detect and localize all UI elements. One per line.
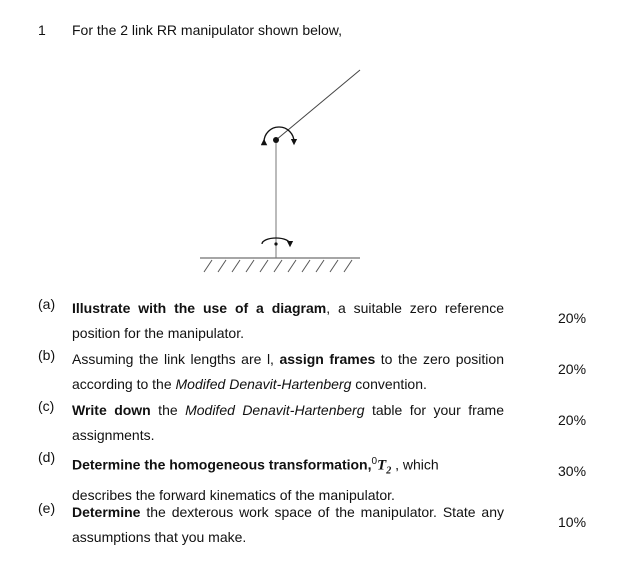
text-segment: the dexterous work space of the manipulator. State any assumptions that you make. [72, 504, 504, 545]
joint-2 [273, 137, 279, 143]
bold-text: Write down [72, 402, 151, 418]
bold-text: Determine [72, 504, 141, 520]
part-text [72, 347, 504, 397]
mark-allocation: 20% [558, 361, 587, 377]
part-label: (d) [38, 449, 56, 465]
text-segment: convention. [351, 376, 427, 392]
text-segment: to the zero position according to the [72, 351, 504, 392]
link-2 [276, 70, 360, 140]
part-label: (c) [38, 398, 55, 414]
bold-text: assign frames [279, 351, 376, 367]
question-heading: For the 2 link RR manipulator shown below, [72, 22, 343, 38]
part-label: (a) [38, 296, 56, 312]
text-segment: the [150, 402, 186, 418]
joint-1-pivot [274, 242, 277, 245]
text-segment: describes the forward kinematics of the manipulator. [72, 487, 395, 504]
text-segment: , which [391, 456, 439, 473]
part-text [72, 296, 504, 346]
italic-text: Modifed Denavit-Hartenberg [175, 376, 352, 392]
ground-hatching [204, 260, 352, 272]
math-symbol: T [377, 457, 387, 474]
text-segment: table for your frame assignments. [72, 402, 504, 443]
mark-allocation: 20% [558, 412, 587, 428]
part-label: (e) [38, 500, 56, 516]
text-segment: Assuming the link lengths are l, [72, 351, 280, 367]
part-label: (b) [38, 347, 56, 363]
text-segment: , a suitable zero reference position for the manipulator. [72, 300, 504, 341]
part-text [72, 398, 504, 448]
question-number: 1 [38, 22, 46, 38]
part-text [72, 500, 504, 550]
subscript: 2 [386, 465, 392, 477]
bold-text: Determine the homogeneous transformation, [72, 456, 372, 473]
mark-allocation: 20% [558, 310, 587, 326]
bold-text: Illustrate with the use of a diagram [72, 300, 327, 316]
mark-allocation: 30% [558, 463, 587, 479]
italic-text: Modifed Denavit-Hartenberg [185, 402, 365, 418]
mark-allocation: 10% [558, 514, 587, 530]
superscript: 0 [371, 456, 378, 467]
